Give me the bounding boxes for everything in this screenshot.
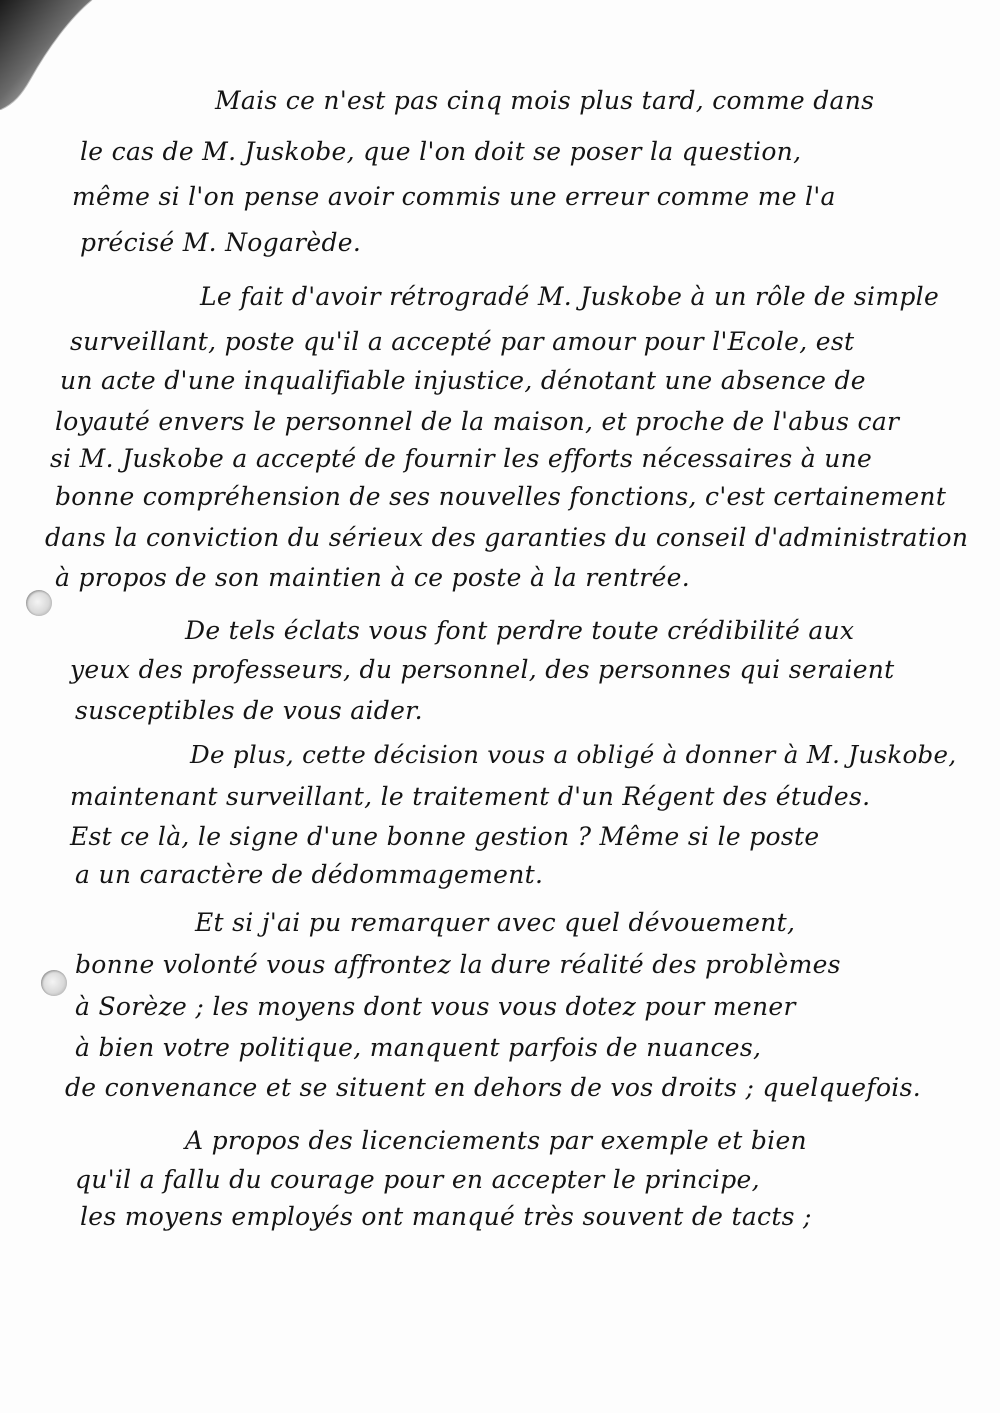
text-line: de convenance et se situent en dehors de vos droits ; quelquefois. <box>65 1073 921 1102</box>
text-line: un acte d'une inqualifiable injustice, dénotant une absence de <box>60 366 866 395</box>
text-line: loyauté envers le personnel de la maison, et proche de l'abus car <box>55 407 900 436</box>
text-line: De plus, cette décision vous a obligé à donner à M. Juskobe, <box>190 740 957 769</box>
text-line: susceptibles de vous aider. <box>75 696 423 725</box>
text-line: à propos de son maintien à ce poste à la rentrée. <box>55 563 690 592</box>
text-line: maintenant surveillant, le traitement d'un Régent des études. <box>70 782 871 811</box>
text-line: à Sorèze ; les moyens dont vous vous dotez pour mener <box>75 992 796 1021</box>
text-line: a un caractère de dédommagement. <box>75 860 544 889</box>
text-line: Et si j'ai pu remarquer avec quel dévouement, <box>195 908 796 937</box>
text-line: dans la conviction du sérieux des garanties du conseil d'administration <box>45 523 969 552</box>
text-line: même si l'on pense avoir commis une erreur comme me l'a <box>72 182 836 211</box>
text-line: à bien votre politique, manquent parfois de nuances, <box>75 1033 762 1062</box>
text-line: si M. Juskobe a accepté de fournir les efforts nécessaires à une <box>50 444 873 473</box>
text-line: le cas de M. Juskobe, que l'on doit se poser la question, <box>80 137 802 166</box>
text-line: surveillant, poste qu'il a accepté par amour pour l'Ecole, est <box>70 327 855 356</box>
text-line: De tels éclats vous font perdre toute crédibilité aux <box>185 616 855 645</box>
text-line: Est ce là, le signe d'une bonne gestion ? Même si le poste <box>70 822 820 851</box>
text-line: Mais ce n'est pas cinq mois plus tard, comme dans <box>215 86 875 115</box>
text-line: bonne compréhension de ses nouvelles fonctions, c'est certainement <box>55 482 947 511</box>
text-line: précisé M. Nogarède. <box>80 228 362 257</box>
text-line: Le fait d'avoir rétrogradé M. Juskobe à un rôle de simple <box>200 282 940 311</box>
text-line: A propos des licenciements par exemple et bien <box>185 1126 807 1155</box>
text-line: yeux des professeurs, du personnel, des personnes qui seraient <box>70 655 895 684</box>
text-line: les moyens employés ont manqué très souvent de tacts ; <box>80 1202 812 1231</box>
text-line: bonne volonté vous affrontez la dure réalité des problèmes <box>75 950 841 979</box>
text-line: qu'il a fallu du courage pour en accepter le principe, <box>75 1165 760 1194</box>
